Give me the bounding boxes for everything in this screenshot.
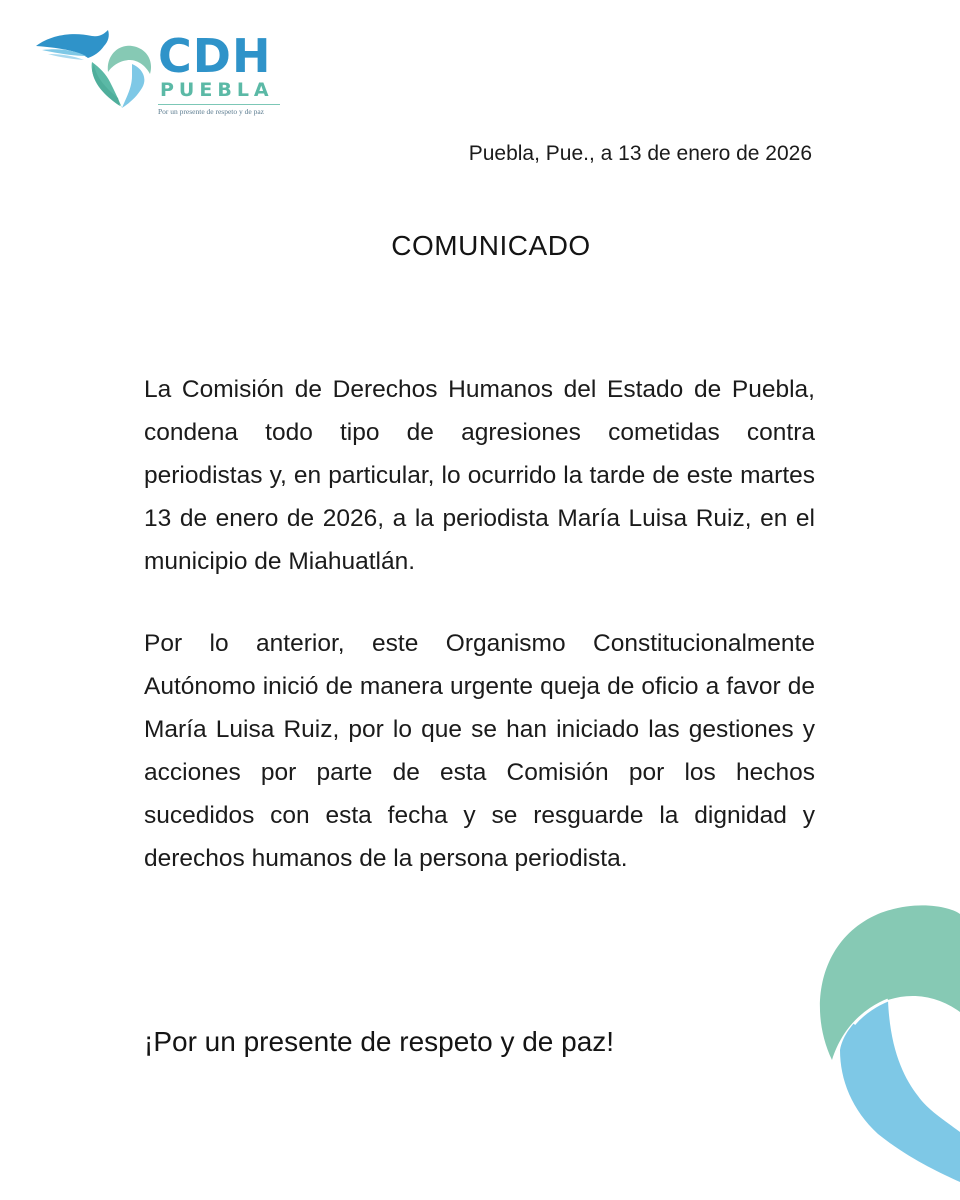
dove-heart-logo-icon: [34, 26, 162, 110]
logo-divider: [158, 104, 280, 105]
heart-ribbon-icon: [808, 900, 960, 1200]
cdh-puebla-logo: [34, 26, 294, 121]
date-location-line: Puebla, Pue., a 13 de enero de 2026: [468, 142, 812, 165]
closing-slogan: ¡Por un presente de respeto y de paz!: [144, 1026, 615, 1057]
logo-acronym: CDH: [158, 29, 272, 83]
document-title: COMUNICADO: [391, 230, 591, 261]
logo-state: PUEBLA: [160, 79, 274, 101]
logo-tagline: Por un presente de respeto y de paz: [158, 107, 265, 116]
body-paragraph-2: Por lo anterior, este Organismo Constitucionalmente Autónomo inició de manera urgente queja de oficio a favor de María Luisa Ruiz, por lo que se han iniciado las gestiones y acciones por parte de esta Comisión por los hechos sucedidos con esta fecha y se resguarde la dignidad y derechos humanos de la persona periodista.: [144, 630, 815, 872]
body-paragraph-1: La Comisión de Derechos Humanos del Estado de Puebla, condena todo tipo de agresiones cometidas contra periodistas y, en particular, lo ocurrido la tarde de este martes 13 de enero de 2026, a la periodista María Luisa Ruiz, en el municipio de Miahuatlán.: [144, 376, 815, 575]
logo-wordmark: [158, 29, 288, 116]
